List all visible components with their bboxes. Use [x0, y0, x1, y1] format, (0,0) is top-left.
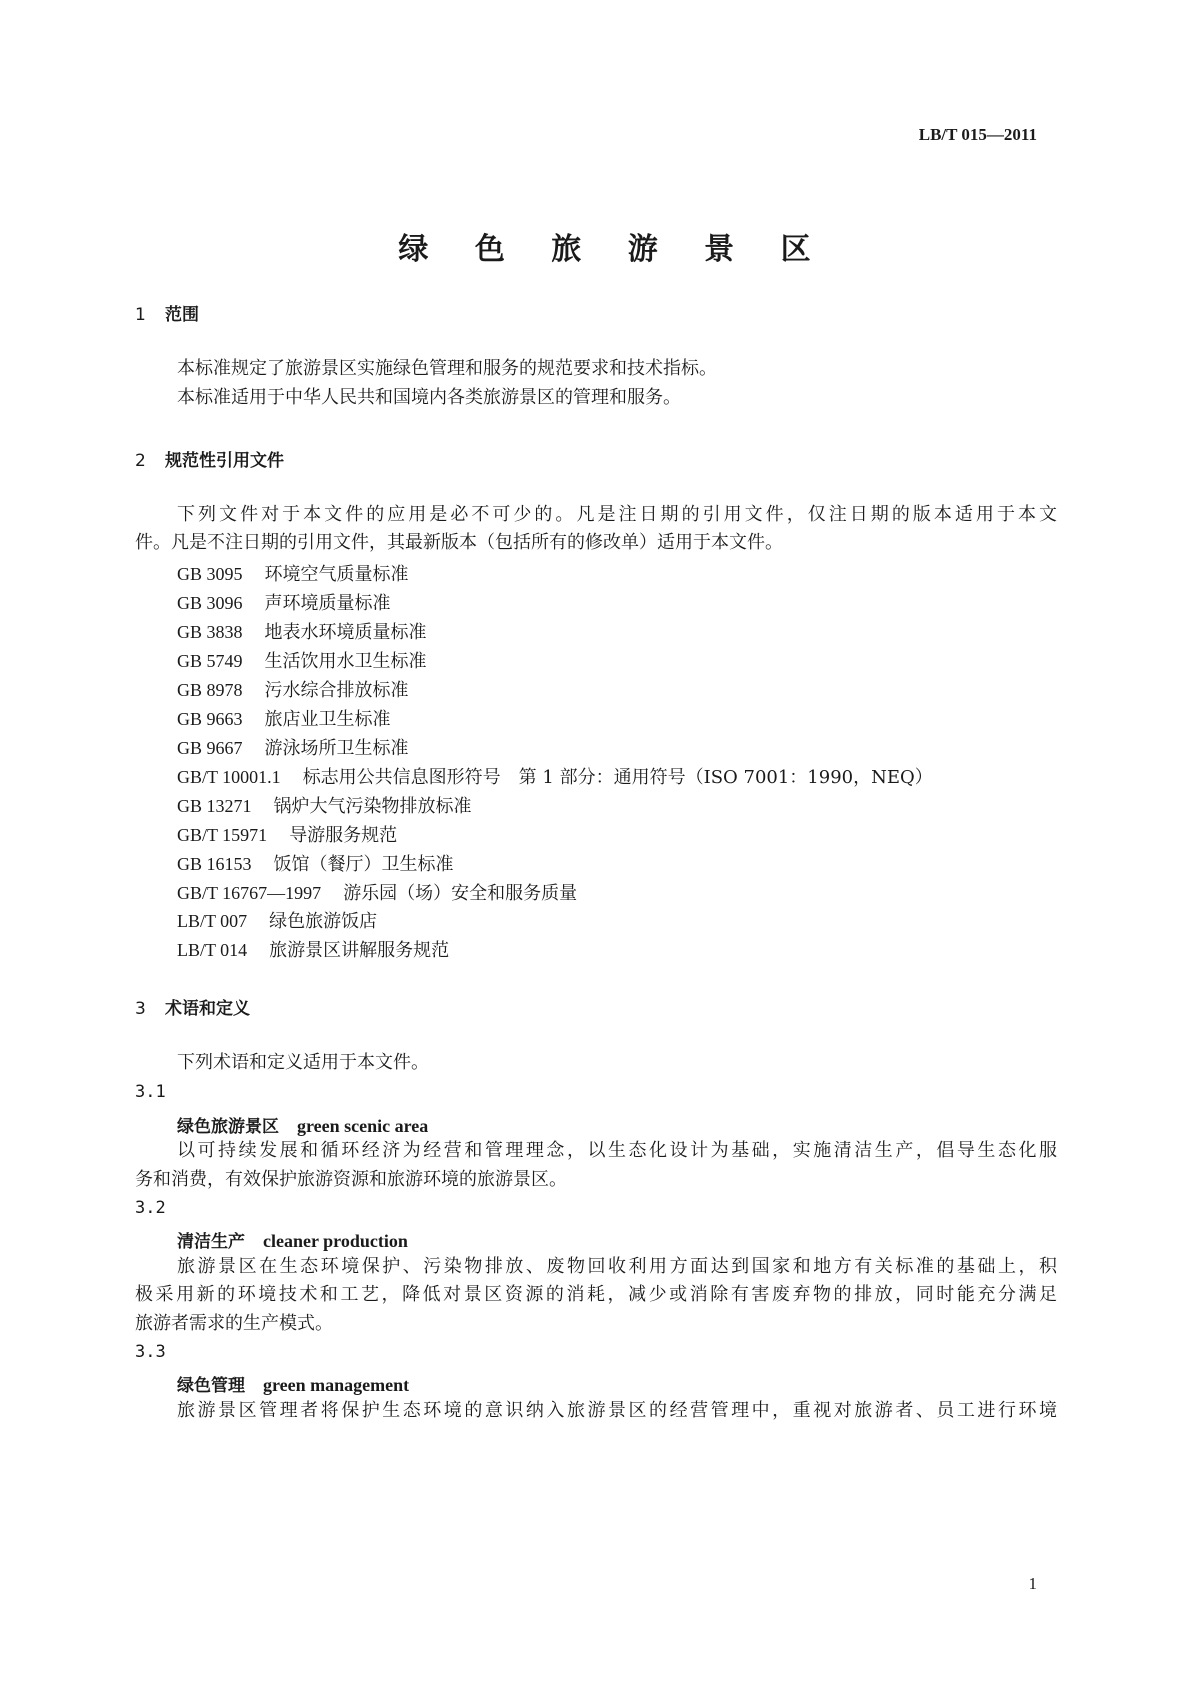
reference-code: GB 9667 [177, 738, 243, 758]
term-definition-line: 极采用新的环境技术和工艺，降低对景区资源的消耗，减少或消除有害废弃物的排放，同时能充分满足 [135, 1284, 1057, 1305]
section-1-para-1: 本标准规定了旅游景区实施绿色管理和服务的规范要求和技术指标。 [177, 358, 717, 379]
reference-title: 声环境质量标准 [264, 593, 391, 614]
reference-title: 游泳场所卫生标准 [264, 738, 409, 759]
reference-title: 旅游景区讲解服务规范 [269, 940, 450, 961]
term-definition-line: 旅游景区管理者将保护生态环境的意识纳入旅游景区的经营管理中，重视对旅游者、员工进行环境 [177, 1400, 1057, 1421]
reference-code: GB 13271 [177, 796, 252, 816]
term-heading [177, 1227, 408, 1252]
reference-title: 游乐园（场）安全和服务质量 [343, 883, 578, 904]
section-2-title: 规范性引用文件 [165, 451, 284, 471]
reference-code: GB 5749 [177, 651, 243, 671]
reference-item [177, 676, 409, 702]
term-zh: 绿色管理 [177, 1376, 245, 1396]
reference-code: LB/T 007 [177, 911, 248, 931]
reference-item [177, 618, 427, 644]
reference-title: 环境空气质量标准 [264, 564, 409, 585]
subsection-number: 3.1 [135, 1082, 166, 1102]
reference-title: 导游服务规范 [289, 825, 398, 846]
term-definition-line: 旅游景区在生态环境保护、污染物排放、废物回收利用方面达到国家和地方有关标准的基础上，积 [177, 1256, 1057, 1277]
reference-item [177, 560, 409, 586]
reference-title: 标志用公共信息图形符号 第 1 部分：通用符号（ISO 7001：1990，NEQ） [302, 767, 933, 788]
section-2-intro-line-1: 下列文件对于本文件的应用是必不可少的。凡是注日期的引用文件，仅注日期的版本适用于本文 [177, 504, 1057, 525]
reference-item [177, 821, 397, 847]
section-1-title: 范围 [165, 305, 199, 325]
term-heading [177, 1112, 428, 1137]
section-2-intro-line-2: 件。凡是不注日期的引用文件，其最新版本（包括所有的修改单）适用于本文件。 [135, 532, 783, 553]
section-3-intro: 下列术语和定义适用于本文件。 [177, 1052, 429, 1073]
term-zh: 清洁生产 [177, 1232, 245, 1252]
reference-title: 饭馆（餐厅）卫生标准 [273, 854, 454, 875]
section-3-heading [135, 994, 250, 1019]
reference-code: GB 3096 [177, 593, 243, 613]
term-en: green scenic area [297, 1116, 429, 1136]
term-heading [177, 1371, 409, 1396]
term-zh: 绿色旅游景区 [177, 1117, 279, 1137]
reference-item [177, 734, 409, 760]
reference-item [177, 647, 427, 673]
reference-item [177, 879, 577, 905]
term-en: cleaner production [263, 1231, 408, 1251]
term-en: green management [263, 1375, 410, 1395]
reference-code: LB/T 014 [177, 940, 248, 960]
reference-code: GB/T 10001.1 [177, 767, 281, 787]
section-3-title: 术语和定义 [165, 999, 250, 1019]
term-definition-line: 务和消费，有效保护旅游资源和旅游环境的旅游景区。 [135, 1169, 567, 1190]
reference-code: GB 3095 [177, 564, 243, 584]
reference-item [177, 907, 377, 933]
section-1-para-2: 本标准适用于中华人民共和国境内各类旅游景区的管理和服务。 [177, 387, 681, 408]
reference-title: 旅店业卫生标准 [264, 709, 391, 730]
section-2-number: 2 [135, 451, 146, 471]
reference-item [177, 850, 454, 876]
section-3-number: 3 [135, 999, 146, 1019]
reference-title: 污水综合排放标准 [264, 680, 409, 701]
section-2-heading [135, 446, 284, 471]
reference-title: 锅炉大气污染物排放标准 [273, 796, 472, 817]
term-definition-line: 旅游者需求的生产模式。 [135, 1313, 333, 1334]
term-definition-line: 以可持续发展和循环经济为经营和管理理念，以生态化设计为基础，实施清洁生产，倡导生态化服 [177, 1140, 1057, 1161]
document-title: 绿 色 旅 游 景 区 [398, 232, 829, 267]
standard-number: LB/T 015—2011 [918, 125, 1037, 144]
reference-title: 绿色旅游饭店 [269, 911, 378, 932]
subsection-number: 3.3 [135, 1342, 166, 1362]
reference-item [177, 589, 391, 615]
reference-title: 地表水环境质量标准 [264, 622, 427, 643]
reference-item [177, 763, 933, 789]
page-number: 1 [1028, 1574, 1037, 1593]
section-1-number: 1 [135, 305, 146, 325]
reference-item [177, 792, 472, 818]
section-1-heading [135, 300, 199, 325]
reference-code: GB 8978 [177, 680, 243, 700]
reference-code: GB 9663 [177, 709, 243, 729]
reference-code: GB 3838 [177, 622, 243, 642]
reference-item [177, 705, 391, 731]
reference-code: GB/T 16767—1997 [177, 883, 322, 903]
reference-item [177, 936, 449, 962]
subsection-number: 3.2 [135, 1198, 166, 1218]
reference-code: GB 16153 [177, 854, 252, 874]
reference-title: 生活饮用水卫生标准 [264, 651, 427, 672]
reference-code: GB/T 15971 [177, 825, 268, 845]
